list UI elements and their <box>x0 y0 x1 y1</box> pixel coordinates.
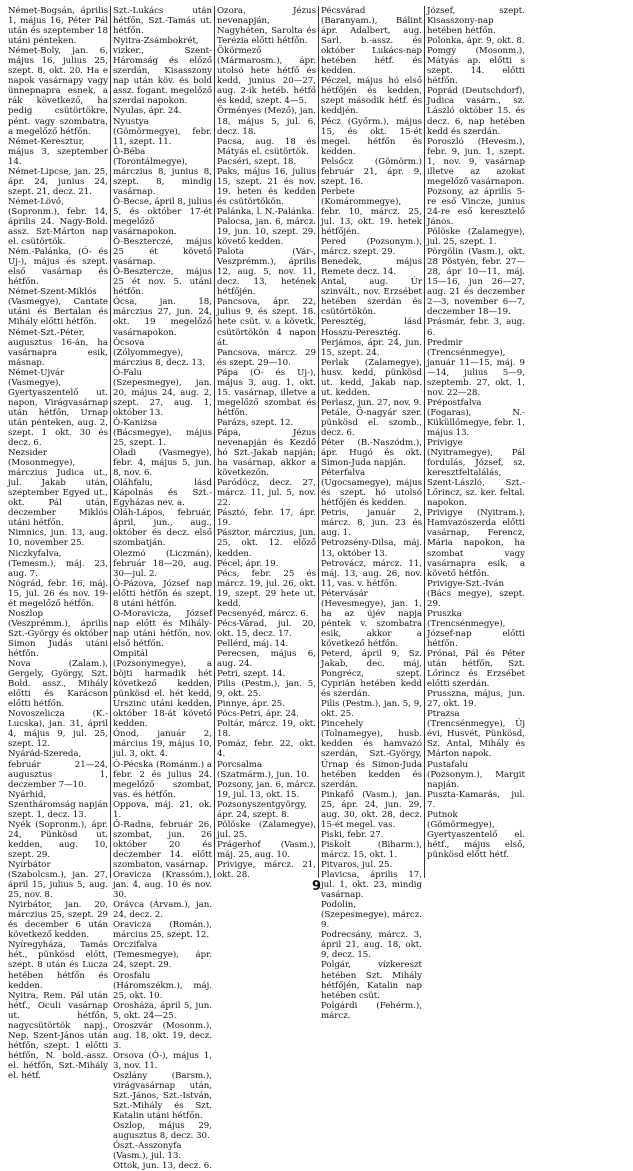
fair-entry: Polgárdi (Fehérm.), márcz. <box>321 1000 422 1021</box>
fair-entry: Pecsenyéd, márcz. 6. <box>217 608 309 619</box>
fair-entry: Pölöske (Zalamegye), jul. 25. <box>217 819 316 840</box>
fair-entry: Ó-Beszterczé, május 25 ét követő vasárnap. <box>113 237 212 268</box>
fair-entry: Peterd, ápril 9, Sz. Jakab, dec. máj, Pongrécz, szept. Cyprián hetében kedd és szerdán. <box>321 649 422 700</box>
fair-entry: Petrovácz, márcz. 11, máj. 13, aug. 26, nov. 11, vas. v. hétfőn. <box>321 558 422 589</box>
fair-entry: Olezmó (Liczmán), február 18—20, aug. 30—jul. 2. <box>113 548 212 579</box>
fair-entry: Pancsova, ápr. 22, julius 9, és szept. 18. hete csüt. v. a követk. csütörtökön 4 napon át. <box>217 297 316 348</box>
fair-entry: Petri, szept. 14. <box>217 669 286 680</box>
fair-entry: Ó-Béba (Torontálmegye), márczius 8, junius 8, szept. 8, mindig vasárnap. <box>113 146 212 197</box>
fair-entry: Peresztég, lásd Hosszu-Peresztég. <box>321 317 422 338</box>
fair-entry: Pomgy (Mosonm.), Mátyás ap. előtti s szept. 14. előtti hétfőn. <box>427 46 525 87</box>
fair-entry: Paks, május 16, julius 15, szept. 21 és nov. 19. heten és kedden és csütörtökön. <box>217 166 316 207</box>
fair-entry: Ószt.-Asszonyfa (Vasm.), jul. 13. <box>113 1141 182 1162</box>
fair-entry: Palánka, l. N.-Palánka. <box>217 206 315 217</box>
text-columns <box>6 6 627 1171</box>
fair-entry: Novoszelicza (K.-Lucska), jan. 31, ápril 4, május 9, jul. 25, szept. 12. <box>8 709 108 750</box>
fair-entry: Ném.-Palánka, (Ó- és Uj-), május és szept. első vasárnap és hétfőn. <box>8 247 108 288</box>
fair-entry: Privigye, márcz. 21, okt. 28. <box>217 859 316 881</box>
fair-entry: Pozsony, jan. 6, márcz. 19, jul. 13, okt. 15. <box>217 779 316 800</box>
fair-entry: Ökörmező (Mármarosm.), ápr. utolsó hete hétfő és kedd, junius 20—27, aug. 2-ik hetéb. hétfő és kedd, szept. 4—5. <box>217 46 316 107</box>
fair-entry: Pécs, febr. 25 és márcz. 19, jul. 26, okt. 19, szept. 29 hete ut. kedd. <box>217 568 316 609</box>
fair-entry: Péterfalva (Ugocsamegye), május és szept. hó utolsó hétfőjén és kedden. <box>321 468 422 509</box>
fair-entry: Nezsider (Mosonmegye), márczius Judica ut., jul. Jakab után, szeptember Egyed ut., okt. Pál után, deczember Miklós utáni hétfőn. <box>8 448 108 529</box>
fair-entry: Pörgölin (Vasm.), okt. 28 Pöstyén, febr. 27—28, ápr 10—11, máj. 15—16, jun 26—27, aug. 21 és deczember 2—3, november 6—7, deczember 18—19. <box>427 247 525 318</box>
fair-entry: Perlasz, jun. 27, nov. 9. <box>321 397 422 408</box>
fair-entry: Pécs-Várad, jul. 20, okt. 15, decz. 17. <box>217 618 316 639</box>
fair-entry: Niczkyfalva, (Temesm.), máj. 23, aug. 7. <box>8 548 108 579</box>
fair-entry: Prónai, Pál és Péter után hétfőn, Szt. Lőrincz és Erzsébet előtti szerdán. <box>427 649 525 690</box>
fair-entry: Pruszka (Trencsénmegye), József-nap előtti hétfőn. <box>427 608 525 649</box>
fair-entry: Perlak (Zalamegye), husv. kedd, pünkösd ut. kedd, Jakab nap. ut. kedden. <box>321 357 422 398</box>
fair-entry: Oravicza (Krassóm.), jan. 4, aug. 10 és nov. 30. <box>113 870 212 901</box>
fair-entry: Poltár, márcz. 19, okt. 18. <box>217 719 316 740</box>
fair-entry: Pécel, ápr. 19. <box>217 558 279 569</box>
fair-entry: Ó-Kanizsa (Bácsmegye), május 25, szept. 1. <box>113 417 212 449</box>
fair-entry: Pécz (Győrm.), május 15, és okt. 15-ét megel. hétfőn és kedden. <box>321 116 422 157</box>
fair-entry: Pomáz, febr. 22, okt. 4. <box>217 739 316 760</box>
fair-entry: Plavicsa, április 17, jul. 1, okt. 23, mindig vasárnap. <box>321 870 422 901</box>
fair-entry: Polonka, ápr. 9, okt. 8. <box>427 36 525 47</box>
fair-entry: Pilis (Pestm.), jan. 5, 9, okt. 25. <box>217 679 316 700</box>
fair-entry: Pacséri, szept. 18. <box>217 156 297 167</box>
fair-entry: Nova (Zalam.), Gergely, György, Szt. Bold. assz., Mihály előtti és Karácson előtti hétfőn. <box>8 659 108 710</box>
fair-entry: Oroszvár (Mosonm.), aug. 18, okt. 19, decz. 3. <box>113 1020 212 1051</box>
fair-entry: Porcsalma (Szatmárm.), jun. 10. <box>217 759 310 780</box>
fair-entry: Ó-Besztercze, május 25 ét nov. 5. utáni hétfőn. <box>113 267 212 298</box>
fair-entry: Pölöske (Zalamegye), jul. 25, szept. 1. <box>427 227 525 248</box>
fair-entry: Ó-Pécska (Románm.) a febr. 2 és julius 24. megelőző szombat, vas. és hétfőn. <box>113 759 212 800</box>
fair-entry: Oravicza (Román.), március 25, szept. 12. <box>113 920 212 941</box>
fair-entry: Örményes (Mező), jan. 18, május 5, jul. 6, decz. 18. <box>217 106 316 137</box>
fair-entry: Német-Szent-Miklós (Vasmegye), Cantate utáni és Bertalan és Mihály előtti hétfőn. <box>8 287 108 328</box>
column-2 <box>110 6 214 1171</box>
fair-entry: Pinnye, ápr. 25. <box>217 699 285 710</box>
fair-entry: Ompitál (Pozsonymegye), a böjti harmadik hét következő kedden, pünkösd el. hét kedd, Urszinc utáni kedden, október 18-át követő kedden. <box>113 649 212 730</box>
fair-entry: Ó-Radna, február 26, szombat, jun. 26 október 20 és deczember 14. előtt szombaton, vasárnap. <box>113 819 212 870</box>
fair-entry: Pócs-Petri, ápr. 24. <box>217 709 299 720</box>
fair-entry: Oszlop, május 29, augusztus 8, decz. 30. <box>113 1121 212 1142</box>
fair-entry: Ónod, január 2, március 19, május 10, jul. 3, okt. 4. <box>113 729 212 760</box>
fair-entry: Nyitra-Zsámbokrét, vizker., Szent-Háromság és előző szerdán, Kisasszony nap után köv. és bold assz. fogant. megelőző szerdai napokon. <box>113 36 212 107</box>
fair-entry: Nimnics, jun. 13, aug. 10, november 25. <box>8 528 108 549</box>
fair-entry: Nyitra, Rem. Pál után hétf., Oculi vasárnap ut. hétfőn, nagycsütörtök napj., Nep. Szent-János után hétfőn, szept. 1 előtti hétfőn, N. bold.-assz. el. hétfőn, Szt.-Mihály el. hétf. <box>8 990 108 1081</box>
fair-entry: Német-Szt.-Péter, augusztus 16-án, ha vasárnapra esik, másnap. <box>8 327 108 368</box>
fair-entry: Pellérd, máj. 14. <box>217 638 289 649</box>
fair-entry: Piski, febr. 27. <box>321 829 384 840</box>
fair-entry: József, szept. Kisasszony-nap hetében hétfőn. <box>427 6 525 37</box>
fair-entry: Prágerhof (Vasm.), máj. 25, aug. 10. <box>217 839 316 860</box>
fair-entry: Pelsőcz (Gömörm.) február 21, ápr. 9, szept. 16. <box>321 156 422 187</box>
fair-entry: Prépostfalva (Fogaras), N.-Küküllőmegye, febr. 1, május 13. <box>427 397 525 438</box>
fair-entry: Német-Lipcse, jan. 25, ápr. 24, junius 24, szept. 21, decz. 21. <box>8 166 108 197</box>
fair-entry: Pápa (Ó- és Uj-), május 3, aug. 1, okt. 15. vasárnap, illetve a megelőző szombat és hétfőn. <box>217 367 316 418</box>
column-5 <box>424 6 527 878</box>
fair-entry: Pétervásár (Hevesmegye), jan. 1, ha az újév napja péntek v. szombatra esik, akkor a következő hétfőn. <box>321 588 422 649</box>
fair-entry: Ó-Pázova, József nap előtti hétfőn és szept. 8 utáni hétfőn. <box>113 578 212 609</box>
fair-entry: Oppova, máj. 21, ok. 1. <box>113 799 212 820</box>
fair-entry: Petrozsény-Dilsa, máj. 13, október 13. <box>321 538 422 559</box>
fair-entry: Szt.-Lukács után hétfőn, Szt.-Tamás ut. hétfőn. <box>113 6 212 37</box>
fair-entry: Ó-Becse, ápril 8, julius 5, és október 17-ét megelőző vasárnapokon. <box>113 196 212 238</box>
fair-entry: Piskolt (Biharm.), márcz. 15, okt. 1. <box>321 839 422 860</box>
fair-entry: Péter (B.-Naszódm.), ápr. Hugó és okt. Simon-Juda napján. <box>321 438 422 469</box>
fair-entry: Nyírbátor (Szabolcsm.), jan. 27, ápril 15, julius 5, aug. 25, nov. 8. <box>8 859 108 901</box>
fair-entry: Péczel, május hó első hétfőjén és kedden, szept második hétf. és keddjén. <box>321 76 422 117</box>
fair-entry: Ottok, jun. 13, decz. 6. <box>113 1161 212 1171</box>
fair-entry: Palota (Vár-, Veszprémm.), április 12, aug. 5, nov. 11, decz. 13, hetének hétfőjén. <box>217 247 316 298</box>
fair-entry: Antal, aug. Úr szinvált., nov. Erzsébet hetében szerdán és csütörtökön. <box>321 277 422 318</box>
fair-entry: Ócsova (Zólyommegye), márczius 8, decz. 13. <box>113 337 206 368</box>
fair-entry: Palocsa, jan. 6, márcz. 19, jun. 10, szept. 29. követő kedden. <box>217 216 316 248</box>
fair-entry: Privigye (Nyitram.), Hamvazószerda előtti vasárnap, Ferencz, Mária napokon, ha szombat vagy vasárnapra esik, a követő hétfőn. <box>427 508 525 579</box>
fair-entry: Pozsony, az április 5-re eső Vincze, junius 24-re eső keresztelő János. <box>427 186 525 227</box>
fair-entry: Pozsonyszentgyörgy, ápr. 24, szept. 8. <box>217 799 307 820</box>
fair-entry: Nyustya (Gömörmegye), febr. 11, szept. 11. <box>113 116 212 147</box>
fair-entry: Pustafalu (Pozsonym.), Margit napján. <box>427 759 525 790</box>
fair-entry: Privigye (Nyitramegye), Pál fordulás, József, sz. keresztfeltalálás, Szent-László, Szt.-Lőrincz, sz. ker. feltal. napokon. <box>427 438 525 509</box>
fair-entry: Pered (Pozsonym.), márcz. szept. 29. <box>321 237 422 258</box>
fair-entry: Oláhfalu, lásd Kápolnás és Szt.-Egyházas nev. a. <box>113 478 212 509</box>
fair-entry: Podrecsány, márcz. 3, ápril 21, aug. 18, okt. 9, decz. 15. <box>321 930 422 961</box>
fair-entry: O-Moravicza, József nap előtt és Mihály-nap utáni hétfőn, nov. első hétfőn. <box>113 608 212 649</box>
fair-entry: Parázs, szept. 12. <box>217 417 294 428</box>
fair-entry: Podolin, (Szepesmegye), márcz. 9. <box>321 900 422 931</box>
fair-entry: Orosfalu (Háromszékm.), máj. 25, okt. 10. <box>113 970 212 1001</box>
fair-entry: Pincehely (Tolnamegye), husb. kedden és hamvazó szerdán, Szt.-György, Úrnap és Simon-Juda hetében kedden és szerdán. <box>321 719 422 790</box>
fair-entry: Pécsvárad (Baranyam.), Bálint ápr. Adalbert, aug. Sarl. b.-assz. és október Lukács-nap hetében hétf. és kedden. <box>321 6 422 77</box>
fair-entry: Perecsen, május 6, aug. 24. <box>217 649 316 670</box>
fair-entry: Ptrazsa (Trencsénmegye), Új évi, Husvét, Pünkösd, Sz. Antal, Mihály és Márton napok. <box>427 709 525 760</box>
fair-entry: Oladi (Vasmegye), febr. 4, május 5, jun. 8, nov. 6. <box>113 448 212 479</box>
page-number: 9 <box>311 879 322 894</box>
fair-entry: Orczifalva (Temesmegye), ápr. 24, szept. 29. <box>113 940 212 971</box>
fair-entry: Pitvaros, jul. 25. <box>321 859 393 870</box>
fair-entry: Putnok (Gömörmegye), Gyertyaszentelő el. hétf., május első, pünkösd előtt hétf. <box>427 809 525 860</box>
fair-entry: Német-Bogsán, április 1, május 16, Péter Pál után és szeptember 18 utáni pénteken. <box>8 6 108 47</box>
fair-entry: Német-Keresztur, május 3, szeptember 14. <box>8 136 108 167</box>
fair-entry: Orávca (Árvam.), jan. 24, decz. 2. <box>113 900 212 921</box>
fair-entry: Nyárhid, Szentháromság napján szept. 1, decz. 13. <box>8 789 108 820</box>
fair-entry: Német-Ujvár (Vasmegye), Gyertyaszentelő ut. napon, Virágvasárnap után hétfőn, Urnap után pénteken, aug. 2, szept. 1 okt. 30 és decz. 6. <box>8 367 108 449</box>
fair-entry: Pásztó, febr. 17, ápr. 19. <box>217 508 316 529</box>
fair-entry: Privigye-Szt.-Iván (Bács megye), szept. 29. <box>427 578 525 609</box>
fair-entry: Pásztor, márczius, jun. 25, okt. 12. előző kedden. <box>217 528 316 559</box>
fair-entry: Orosháza, ápril 5, jun. 5, okt. 24—25. <box>113 1000 212 1021</box>
fair-entry: Orsova (Ó-), május 1, 3, nov. 11. <box>113 1050 212 1071</box>
fair-entry: Prásmár, febr. 3, aug. 6. <box>427 317 525 338</box>
column-4 <box>318 6 424 1021</box>
fair-entry: Ócsa, jan. 18, márczius 27, jun. 24, okt. 19 megelőző vasárnapokon. <box>113 297 212 338</box>
fair-entry: Pancsova, márcz. 29 és szept. 29—10. <box>217 347 316 368</box>
fair-entry: Nógrád, febr. 16, máj. 15, jul. 26 és nov. 19-ét megelőző hétfőn. <box>8 578 108 609</box>
column-1 <box>6 6 110 1081</box>
fair-entry: Német-Boly, jan. 6, május 16, julius 25, szept. 8, okt. 20. Ha e napok vasárnapy vagy ünnepnapra esnek, a rák következő, ha pedig csütörtökre, pént. vagy szombatra, a megelőző hétfőn. <box>8 46 108 137</box>
fair-entry: Nyék (Sopronm.), ápr. 24, Pünkösd ut. kedden, aug. 10, szept. 29. <box>8 819 108 860</box>
fair-entry: Petris, január 2, márcz. 8, jun. 23 és aug. 1. <box>321 508 422 539</box>
column-3 <box>214 6 318 881</box>
fair-entry: Perjámos, ápr. 24, jun. 15, szept. 24. <box>321 337 422 358</box>
fair-entry: Predmir (Trencsénmegye), január 11—15, máj. 9—14, julius 5—9, szeptemb. 27, okt. 1, nov. 22—28. <box>427 337 525 398</box>
fair-entry: Pápa, Jézus nevenapján és Kezdő hó Szt.-Jakab napján; ha vasárnap, akkor a következőn. <box>217 427 316 479</box>
fair-entry: Petále, Ö-nagyár szer. pünkösd el. szomb., decz. 6. <box>321 407 422 438</box>
fair-entry: Pilis (Pestm.), jan. 5, 9, okt. 25. <box>321 699 422 720</box>
fair-entry: Perbete (Komárommegye), febr. 10, márcz. 25, jul. 13, okt. 19. hetek hétfőjén. <box>321 186 422 238</box>
fair-entry: Ozora, Jézus nevenapján, Nagyhéten, Sarolta és Terézia előtti hétfőn. <box>217 6 316 47</box>
fair-entry: Puszta-Kamarás, jul. 7. <box>427 789 525 810</box>
fair-entry: Prusszna, május, jun. 27, okt. 19. <box>427 689 525 710</box>
fair-entry: Oláh-Lápos, február, ápril, jun., aug., október és decz. első szombatján. <box>113 508 212 549</box>
fair-entry: Benedek, május Remete decz. 14. <box>321 257 422 278</box>
fair-entry: Nyíregyháza, Tamás hét., pünkösd előtt, szept. 8 után és Lucza hetében hétfőn és kedden. <box>8 940 108 991</box>
fair-entry: Paródócz, decz. 27, márcz. 11, jul. 5, nov. 22. <box>217 478 316 509</box>
fair-entry: Noszlop (Veszprémm.), április Szt.-György és október Simon Judás utáni hétfőn. <box>8 608 108 659</box>
fair-entry: Nyulas, ápr. 24. <box>113 106 182 117</box>
fair-entry: Német-Lövő, (Sopronm.), febr. 14, április 24. Nagy-Bold. assz. Szt-Márton nap el. csütörtök. <box>8 196 108 248</box>
fair-entry: Polgár, vízkereszt hetében Szt. Mihály hétfőjén, Katalin nap hetében csüt. <box>321 960 422 1001</box>
fair-entry: Poprád (Deutschdorf), Judica vasárn., sz. László október 15. és decz. 6, nap hetében kedd és szerdán. <box>427 86 525 137</box>
fair-entry: Nyirbátor, jan. 20, márczius 25, szept. 29 és december 6 után következő kedden. <box>8 900 108 941</box>
fair-entry: Pacsa, aug. 18 és Mátyás el. csütörtök. <box>217 136 316 157</box>
fair-entry: Ó-Falu (Szepesmegye), jan. 20, május 24, aug. 2, szept. 27, aug. 1, október 13. <box>113 367 212 418</box>
fair-entry: Nyárád-Szereda, február 21—24, augusztus 1, deczember 7—10. <box>8 749 108 790</box>
fair-entry: Oszlány (Barsm.), virágvasárnap után, Szt.-János, Szt.-István, Szt.-Mihály és Szt. Katalin utáni hétfőn. <box>113 1070 212 1122</box>
fair-entry: Poroszló (Hevesm.), febr. 9, jun. 1, szept. 1, nov. 9, vasárnap illetve az azokat megelőző vasárnapon. <box>427 136 525 187</box>
fair-entry: Pinkafő (Vasm.), jan. 25, ápr. 24, jun. 29, aug. 30, okt. 28, decz. 15-ét megel. vas. <box>321 789 422 830</box>
